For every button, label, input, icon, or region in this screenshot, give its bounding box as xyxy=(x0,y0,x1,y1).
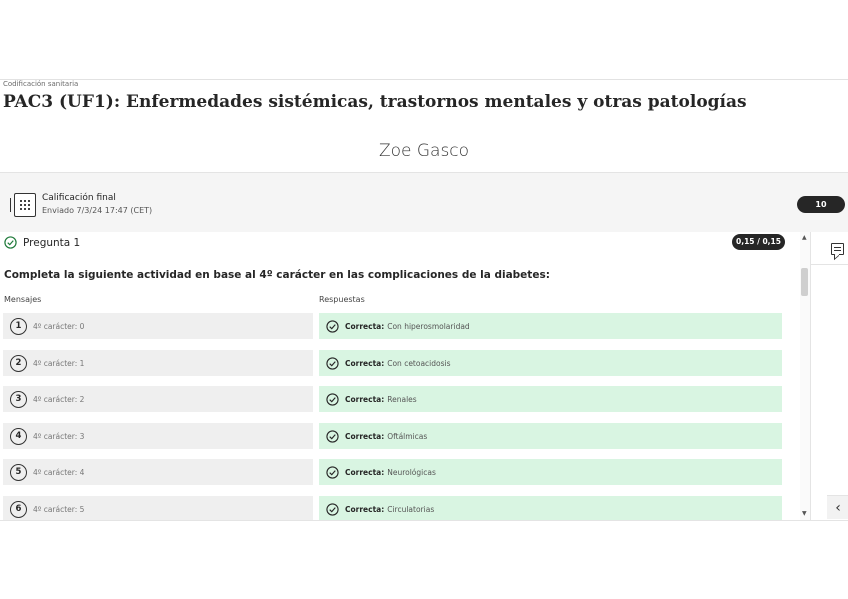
message-text: 4º carácter: 4 xyxy=(33,467,85,477)
answer-cell xyxy=(319,386,782,412)
answer-cell xyxy=(319,496,782,520)
answer-status: Correcta: xyxy=(345,394,385,404)
final-grade-label: Calificación final xyxy=(42,193,116,203)
question-instruction: Completa la siguiente actividad en base al 4º carácter en las complicaciones de la diabetes: xyxy=(4,269,550,281)
message-text: 4º carácter: 3 xyxy=(33,431,85,441)
row-number-badge: 6 xyxy=(10,501,27,518)
message-cell xyxy=(3,496,313,520)
answer-status: Correcta: xyxy=(345,431,385,441)
message-cell xyxy=(3,350,313,376)
gradebook-icon xyxy=(14,193,36,217)
message-text: 4º carácter: 5 xyxy=(33,504,85,514)
answer-text: Con hiperosmolaridad xyxy=(387,321,470,331)
breadcrumb[interactable]: Codificación sanitaria xyxy=(3,80,79,88)
scroll-thumb[interactable] xyxy=(801,268,808,296)
final-grade-badge[interactable]: 10 xyxy=(797,196,845,213)
row-number-badge: 5 xyxy=(10,464,27,481)
scrollbar[interactable] xyxy=(800,232,810,520)
match-row xyxy=(0,496,785,520)
chevron-left-icon: ‹ xyxy=(835,499,841,516)
message-cell xyxy=(3,386,313,412)
question-score-badge: 0,15 / 0,15 xyxy=(732,234,785,250)
match-row xyxy=(0,313,785,339)
answer-text: Renales xyxy=(387,394,417,404)
collapse-panel-button[interactable] xyxy=(827,495,848,519)
question-header[interactable] xyxy=(4,236,80,249)
question-content xyxy=(0,232,810,520)
answer-text: Circulatorias xyxy=(387,504,435,514)
row-number-badge: 3 xyxy=(10,391,27,408)
submitted-date: Enviado 7/3/24 17:47 (CET) xyxy=(42,206,153,215)
answer-status: Correcta: xyxy=(345,467,385,477)
check-circle-icon xyxy=(326,430,339,443)
scroll-up-arrow-icon[interactable]: ▲ xyxy=(802,234,807,241)
answer-status: Correcta: xyxy=(345,358,385,368)
row-number-badge: 1 xyxy=(10,318,27,335)
check-circle-icon xyxy=(326,357,339,370)
row-number-badge: 2 xyxy=(10,355,27,372)
student-name: Zoe Gasco xyxy=(378,141,470,161)
answer-text: Con cetoacidosis xyxy=(387,358,451,368)
side-panel xyxy=(810,232,848,520)
check-circle-icon xyxy=(4,236,17,249)
messages-column-header: Mensajes xyxy=(4,295,42,304)
match-row xyxy=(0,423,785,449)
message-text: 4º carácter: 1 xyxy=(33,358,85,368)
answer-cell xyxy=(319,313,782,339)
answer-cell xyxy=(319,350,782,376)
question-title: Pregunta 1 xyxy=(23,236,81,249)
scroll-down-arrow-icon[interactable]: ▼ xyxy=(802,510,807,517)
message-text: 4º carácter: 2 xyxy=(33,394,85,404)
match-row xyxy=(0,459,785,485)
final-grade-bar xyxy=(0,172,848,232)
message-cell xyxy=(3,313,313,339)
message-text: 4º carácter: 0 xyxy=(33,321,85,331)
match-row xyxy=(0,350,785,376)
top-divider xyxy=(0,79,848,80)
match-row xyxy=(0,386,785,412)
comment-icon[interactable] xyxy=(831,243,844,255)
answer-text: Neurológicas xyxy=(387,467,436,477)
answer-text: Oftálmicas xyxy=(387,431,428,441)
answer-cell xyxy=(319,423,782,449)
message-cell xyxy=(3,423,313,449)
message-cell xyxy=(3,459,313,485)
check-circle-icon xyxy=(326,320,339,333)
answer-status: Correcta: xyxy=(345,321,385,331)
answers-column-header: Respuestas xyxy=(319,295,365,304)
page-title: PAC3 (UF1): Enfermedades sistémicas, trastornos mentales y otras patologías xyxy=(3,92,747,112)
row-number-badge: 4 xyxy=(10,428,27,445)
check-circle-icon xyxy=(326,393,339,406)
check-circle-icon xyxy=(326,466,339,479)
answer-cell xyxy=(319,459,782,485)
side-divider xyxy=(811,264,848,265)
answer-status: Correcta: xyxy=(345,504,385,514)
check-circle-icon xyxy=(326,503,339,516)
bottom-divider xyxy=(0,520,848,521)
